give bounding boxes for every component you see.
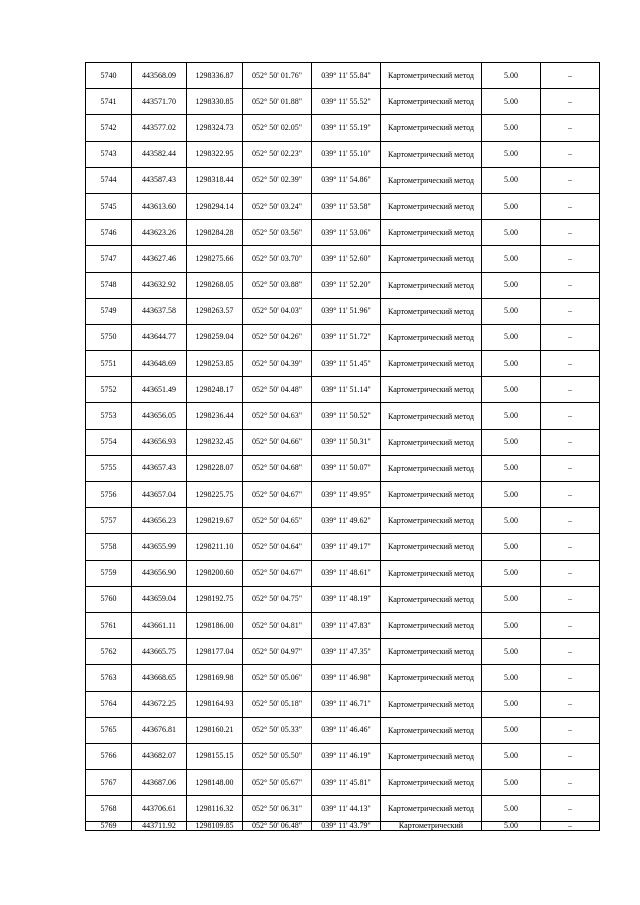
table-row: [86, 691, 600, 717]
cell-longitude: 039° 11' 46.46": [312, 717, 381, 743]
cell-accuracy: 5.00: [482, 455, 541, 481]
cell-y-coordinate: 1298186.00: [187, 612, 243, 638]
cell-point-number: 5758: [86, 534, 132, 560]
cell-point-number: 5748: [86, 272, 132, 298]
cell-description: –: [541, 324, 600, 350]
cell-longitude: 039° 11' 49.95": [312, 482, 381, 508]
cell-accuracy: 5.00: [482, 717, 541, 743]
cell-description: –: [541, 770, 600, 796]
cell-accuracy: 5.00: [482, 534, 541, 560]
cell-longitude: 039° 11' 46.19": [312, 743, 381, 769]
cell-longitude: 039° 11' 46.71": [312, 691, 381, 717]
cell-longitude: 039° 11' 44.13": [312, 796, 381, 822]
table-row: [86, 324, 600, 350]
cell-method: Картометрический метод: [381, 770, 482, 796]
cell-x-coordinate: 443651.49: [132, 377, 187, 403]
cell-point-number: 5742: [86, 115, 132, 141]
cell-accuracy: 5.00: [482, 220, 541, 246]
cell-latitude: 052° 50' 04.39": [243, 351, 312, 377]
cell-longitude: 039° 11' 54.86": [312, 167, 381, 193]
cell-x-coordinate: 443672.25: [132, 691, 187, 717]
cell-longitude: 039° 11' 52.20": [312, 272, 381, 298]
cell-latitude: 052° 50' 02.39": [243, 167, 312, 193]
cell-point-number: 5750: [86, 324, 132, 350]
cell-accuracy: 5.00: [482, 193, 541, 219]
cell-accuracy: 5.00: [482, 429, 541, 455]
cell-point-number: 5741: [86, 89, 132, 115]
cell-point-number: 5763: [86, 665, 132, 691]
cell-method: Картометрический метод: [381, 717, 482, 743]
cell-latitude: 052° 50' 04.03": [243, 298, 312, 324]
cell-point-number: 5761: [86, 612, 132, 638]
cell-method: Картометрический метод: [381, 324, 482, 350]
cell-description: –: [541, 717, 600, 743]
table-row: [86, 377, 600, 403]
cell-point-number: 5740: [86, 63, 132, 89]
cell-x-coordinate: 443644.77: [132, 324, 187, 350]
cell-point-number: 5745: [86, 193, 132, 219]
cell-accuracy: 5.00: [482, 167, 541, 193]
cell-x-coordinate: 443668.65: [132, 665, 187, 691]
cell-accuracy: 5.00: [482, 351, 541, 377]
cell-longitude: 039° 11' 50.52": [312, 403, 381, 429]
cell-longitude: 039° 11' 48.19": [312, 586, 381, 612]
cell-longitude: 039° 11' 45.81": [312, 770, 381, 796]
cell-x-coordinate: 443661.11: [132, 612, 187, 638]
cell-x-coordinate: 443637.58: [132, 298, 187, 324]
cell-method: Картометрический: [381, 822, 482, 831]
cell-description: –: [541, 89, 600, 115]
cell-description: –: [541, 193, 600, 219]
table-row: [86, 796, 600, 822]
table-row: [86, 351, 600, 377]
cell-latitude: 052° 50' 04.66": [243, 429, 312, 455]
cell-method: Картометрический метод: [381, 796, 482, 822]
cell-accuracy: 5.00: [482, 665, 541, 691]
cell-description: –: [541, 665, 600, 691]
cell-point-number: 5743: [86, 141, 132, 167]
cell-method: Картометрический метод: [381, 691, 482, 717]
cell-x-coordinate: 443682.07: [132, 743, 187, 769]
cell-method: Картометрический метод: [381, 220, 482, 246]
cell-y-coordinate: 1298155.15: [187, 743, 243, 769]
cell-description: –: [541, 377, 600, 403]
cell-y-coordinate: 1298200.60: [187, 560, 243, 586]
cell-description: –: [541, 63, 600, 89]
table-row: [86, 115, 600, 141]
cell-x-coordinate: 443582.44: [132, 141, 187, 167]
cell-accuracy: 5.00: [482, 796, 541, 822]
cell-x-coordinate: 443632.92: [132, 272, 187, 298]
table-row: [86, 482, 600, 508]
cell-description: –: [541, 482, 600, 508]
cell-longitude: 039° 11' 51.72": [312, 324, 381, 350]
cell-point-number: 5768: [86, 796, 132, 822]
cell-longitude: 039° 11' 51.14": [312, 377, 381, 403]
cell-description: –: [541, 220, 600, 246]
cell-latitude: 052° 50' 03.70": [243, 246, 312, 272]
cell-longitude: 039° 11' 51.45": [312, 351, 381, 377]
cell-x-coordinate: 443676.81: [132, 717, 187, 743]
cell-latitude: 052° 50' 04.48": [243, 377, 312, 403]
cell-y-coordinate: 1298160.21: [187, 717, 243, 743]
cell-longitude: 039° 11' 55.84": [312, 63, 381, 89]
cell-description: –: [541, 691, 600, 717]
cell-latitude: 052° 50' 04.63": [243, 403, 312, 429]
cell-method: Картометрический метод: [381, 743, 482, 769]
cell-x-coordinate: 443656.23: [132, 508, 187, 534]
cell-longitude: 039° 11' 47.83": [312, 612, 381, 638]
cell-x-coordinate: 443656.93: [132, 429, 187, 455]
cell-description: –: [541, 639, 600, 665]
cell-method: Картометрический метод: [381, 298, 482, 324]
cell-point-number: 5752: [86, 377, 132, 403]
cell-x-coordinate: 443655.99: [132, 534, 187, 560]
cell-accuracy: 5.00: [482, 377, 541, 403]
cell-longitude: 039° 11' 55.10": [312, 141, 381, 167]
table-row: [86, 272, 600, 298]
cell-longitude: 039° 11' 46.98": [312, 665, 381, 691]
table-body: [86, 63, 600, 831]
cell-y-coordinate: 1298322.95: [187, 141, 243, 167]
cell-latitude: 052° 50' 05.50": [243, 743, 312, 769]
cell-x-coordinate: 443568.09: [132, 63, 187, 89]
cell-latitude: 052° 50' 04.64": [243, 534, 312, 560]
cell-y-coordinate: 1298109.85: [187, 822, 243, 831]
cell-y-coordinate: 1298232.45: [187, 429, 243, 455]
cell-description: –: [541, 115, 600, 141]
cell-method: Картометрический метод: [381, 455, 482, 481]
cell-description: –: [541, 272, 600, 298]
cell-x-coordinate: 443657.43: [132, 455, 187, 481]
cell-method: Картометрический метод: [381, 482, 482, 508]
table-row: [86, 89, 600, 115]
cell-x-coordinate: 443711.92: [132, 822, 187, 831]
cell-method: Картометрический метод: [381, 429, 482, 455]
cell-latitude: 052° 50' 05.67": [243, 770, 312, 796]
cell-point-number: 5769: [86, 822, 132, 831]
cell-description: –: [541, 743, 600, 769]
cell-longitude: 039° 11' 53.58": [312, 193, 381, 219]
table-row: [86, 220, 600, 246]
cell-description: –: [541, 455, 600, 481]
cell-x-coordinate: 443656.05: [132, 403, 187, 429]
cell-y-coordinate: 1298330.85: [187, 89, 243, 115]
cell-accuracy: 5.00: [482, 639, 541, 665]
cell-accuracy: 5.00: [482, 403, 541, 429]
cell-description: –: [541, 560, 600, 586]
cell-description: –: [541, 351, 600, 377]
cell-longitude: 039° 11' 49.62": [312, 508, 381, 534]
cell-latitude: 052° 50' 02.05": [243, 115, 312, 141]
table-row: [86, 298, 600, 324]
cell-y-coordinate: 1298192.75: [187, 586, 243, 612]
cell-method: Картометрический метод: [381, 272, 482, 298]
cell-description: –: [541, 141, 600, 167]
cell-y-coordinate: 1298336.87: [187, 63, 243, 89]
table-row: [86, 403, 600, 429]
cell-x-coordinate: 443648.69: [132, 351, 187, 377]
cell-x-coordinate: 443659.04: [132, 586, 187, 612]
cell-point-number: 5766: [86, 743, 132, 769]
cell-latitude: 052° 50' 05.18": [243, 691, 312, 717]
cell-latitude: 052° 50' 04.75": [243, 586, 312, 612]
cell-y-coordinate: 1298259.04: [187, 324, 243, 350]
table-row: [86, 639, 600, 665]
cell-longitude: 039° 11' 43.79": [312, 822, 381, 831]
table-row: [86, 455, 600, 481]
table-row: [86, 246, 600, 272]
cell-description: –: [541, 508, 600, 534]
cell-accuracy: 5.00: [482, 115, 541, 141]
cell-latitude: 052° 50' 04.97": [243, 639, 312, 665]
cell-method: Картометрический метод: [381, 115, 482, 141]
cell-description: –: [541, 246, 600, 272]
cell-point-number: 5747: [86, 246, 132, 272]
cell-method: Картометрический метод: [381, 508, 482, 534]
cell-point-number: 5767: [86, 770, 132, 796]
cell-y-coordinate: 1298148.00: [187, 770, 243, 796]
table-row: [86, 429, 600, 455]
table-row: [86, 141, 600, 167]
cell-longitude: 039° 11' 50.07": [312, 455, 381, 481]
table-row: [86, 167, 600, 193]
cell-y-coordinate: 1298164.93: [187, 691, 243, 717]
cell-y-coordinate: 1298248.17: [187, 377, 243, 403]
cell-description: –: [541, 429, 600, 455]
table-row: [86, 770, 600, 796]
cell-description: –: [541, 167, 600, 193]
table-row: [86, 743, 600, 769]
cell-longitude: 039° 11' 53.06": [312, 220, 381, 246]
cell-point-number: 5759: [86, 560, 132, 586]
cell-method: Картометрический метод: [381, 560, 482, 586]
table-row: [86, 665, 600, 691]
cell-accuracy: 5.00: [482, 612, 541, 638]
cell-latitude: 052° 50' 03.56": [243, 220, 312, 246]
cell-accuracy: 5.00: [482, 482, 541, 508]
cell-x-coordinate: 443613.60: [132, 193, 187, 219]
cell-latitude: 052° 50' 06.48": [243, 822, 312, 831]
cell-y-coordinate: 1298211.10: [187, 534, 243, 560]
cell-longitude: 039° 11' 52.60": [312, 246, 381, 272]
cell-x-coordinate: 443687.06: [132, 770, 187, 796]
coordinates-table: [85, 62, 600, 831]
cell-method: Картометрический метод: [381, 193, 482, 219]
cell-accuracy: 5.00: [482, 770, 541, 796]
cell-accuracy: 5.00: [482, 298, 541, 324]
cell-description: –: [541, 796, 600, 822]
cell-latitude: 052° 50' 04.67": [243, 482, 312, 508]
cell-point-number: 5746: [86, 220, 132, 246]
table-row: [86, 63, 600, 89]
cell-point-number: 5762: [86, 639, 132, 665]
cell-latitude: 052° 50' 02.23": [243, 141, 312, 167]
cell-latitude: 052° 50' 04.81": [243, 612, 312, 638]
cell-accuracy: 5.00: [482, 272, 541, 298]
cell-method: Картометрический метод: [381, 63, 482, 89]
cell-accuracy: 5.00: [482, 560, 541, 586]
cell-latitude: 052° 50' 01.88": [243, 89, 312, 115]
cell-y-coordinate: 1298263.57: [187, 298, 243, 324]
cell-y-coordinate: 1298169.98: [187, 665, 243, 691]
cell-point-number: 5751: [86, 351, 132, 377]
cell-y-coordinate: 1298219.67: [187, 508, 243, 534]
cell-x-coordinate: 443706.61: [132, 796, 187, 822]
cell-longitude: 039° 11' 50.31": [312, 429, 381, 455]
cell-accuracy: 5.00: [482, 691, 541, 717]
cell-method: Картометрический метод: [381, 351, 482, 377]
table-row: [86, 717, 600, 743]
cell-latitude: 052° 50' 03.88": [243, 272, 312, 298]
cell-accuracy: 5.00: [482, 822, 541, 831]
cell-accuracy: 5.00: [482, 324, 541, 350]
cell-point-number: 5754: [86, 429, 132, 455]
cell-longitude: 039° 11' 51.96": [312, 298, 381, 324]
cell-latitude: 052° 50' 06.31": [243, 796, 312, 822]
table-row: [86, 560, 600, 586]
cell-y-coordinate: 1298225.75: [187, 482, 243, 508]
cell-description: –: [541, 612, 600, 638]
cell-accuracy: 5.00: [482, 508, 541, 534]
cell-method: Картометрический метод: [381, 167, 482, 193]
cell-point-number: 5744: [86, 167, 132, 193]
cell-longitude: 039° 11' 55.19": [312, 115, 381, 141]
cell-accuracy: 5.00: [482, 246, 541, 272]
cell-description: –: [541, 822, 600, 831]
cell-x-coordinate: 443623.26: [132, 220, 187, 246]
cell-accuracy: 5.00: [482, 89, 541, 115]
cell-y-coordinate: 1298116.32: [187, 796, 243, 822]
cell-y-coordinate: 1298318.44: [187, 167, 243, 193]
cell-x-coordinate: 443665.75: [132, 639, 187, 665]
cell-point-number: 5765: [86, 717, 132, 743]
cell-accuracy: 5.00: [482, 743, 541, 769]
cell-y-coordinate: 1298324.73: [187, 115, 243, 141]
cell-latitude: 052° 50' 05.33": [243, 717, 312, 743]
cell-method: Картометрический метод: [381, 665, 482, 691]
cell-y-coordinate: 1298236.44: [187, 403, 243, 429]
cell-y-coordinate: 1298294.14: [187, 193, 243, 219]
table-row: [86, 822, 600, 831]
cell-method: Картометрический метод: [381, 586, 482, 612]
cell-latitude: 052° 50' 01.76": [243, 63, 312, 89]
cell-point-number: 5749: [86, 298, 132, 324]
cell-latitude: 052° 50' 04.67": [243, 560, 312, 586]
table-row: [86, 612, 600, 638]
cell-y-coordinate: 1298284.28: [187, 220, 243, 246]
table-row: [86, 193, 600, 219]
cell-latitude: 052° 50' 03.24": [243, 193, 312, 219]
cell-longitude: 039° 11' 48.61": [312, 560, 381, 586]
cell-method: Картометрический метод: [381, 639, 482, 665]
cell-method: Картометрический метод: [381, 534, 482, 560]
table-row: [86, 508, 600, 534]
cell-x-coordinate: 443587.43: [132, 167, 187, 193]
cell-longitude: 039° 11' 47.35": [312, 639, 381, 665]
cell-longitude: 039° 11' 49.17": [312, 534, 381, 560]
cell-description: –: [541, 586, 600, 612]
cell-x-coordinate: 443571.70: [132, 89, 187, 115]
cell-longitude: 039° 11' 55.52": [312, 89, 381, 115]
cell-point-number: 5757: [86, 508, 132, 534]
cell-point-number: 5753: [86, 403, 132, 429]
cell-point-number: 5756: [86, 482, 132, 508]
cell-x-coordinate: 443577.02: [132, 115, 187, 141]
cell-description: –: [541, 403, 600, 429]
cell-description: –: [541, 534, 600, 560]
cell-method: Картометрический метод: [381, 403, 482, 429]
cell-latitude: 052° 50' 04.65": [243, 508, 312, 534]
table-row: [86, 534, 600, 560]
cell-point-number: 5764: [86, 691, 132, 717]
cell-x-coordinate: 443656.90: [132, 560, 187, 586]
cell-latitude: 052° 50' 04.68": [243, 455, 312, 481]
cell-accuracy: 5.00: [482, 586, 541, 612]
cell-description: –: [541, 298, 600, 324]
cell-point-number: 5755: [86, 455, 132, 481]
cell-latitude: 052° 50' 05.06": [243, 665, 312, 691]
cell-method: Картометрический метод: [381, 141, 482, 167]
cell-method: Картометрический метод: [381, 377, 482, 403]
cell-x-coordinate: 443657.04: [132, 482, 187, 508]
cell-accuracy: 5.00: [482, 63, 541, 89]
cell-latitude: 052° 50' 04.26": [243, 324, 312, 350]
cell-method: Картометрический метод: [381, 89, 482, 115]
cell-y-coordinate: 1298268.05: [187, 272, 243, 298]
cell-method: Картометрический метод: [381, 612, 482, 638]
cell-accuracy: 5.00: [482, 141, 541, 167]
table-row: [86, 586, 600, 612]
cell-y-coordinate: 1298275.66: [187, 246, 243, 272]
cell-y-coordinate: 1298228.07: [187, 455, 243, 481]
cell-method: Картометрический метод: [381, 246, 482, 272]
cell-y-coordinate: 1298253.85: [187, 351, 243, 377]
cell-y-coordinate: 1298177.04: [187, 639, 243, 665]
cell-x-coordinate: 443627.46: [132, 246, 187, 272]
cell-point-number: 5760: [86, 586, 132, 612]
